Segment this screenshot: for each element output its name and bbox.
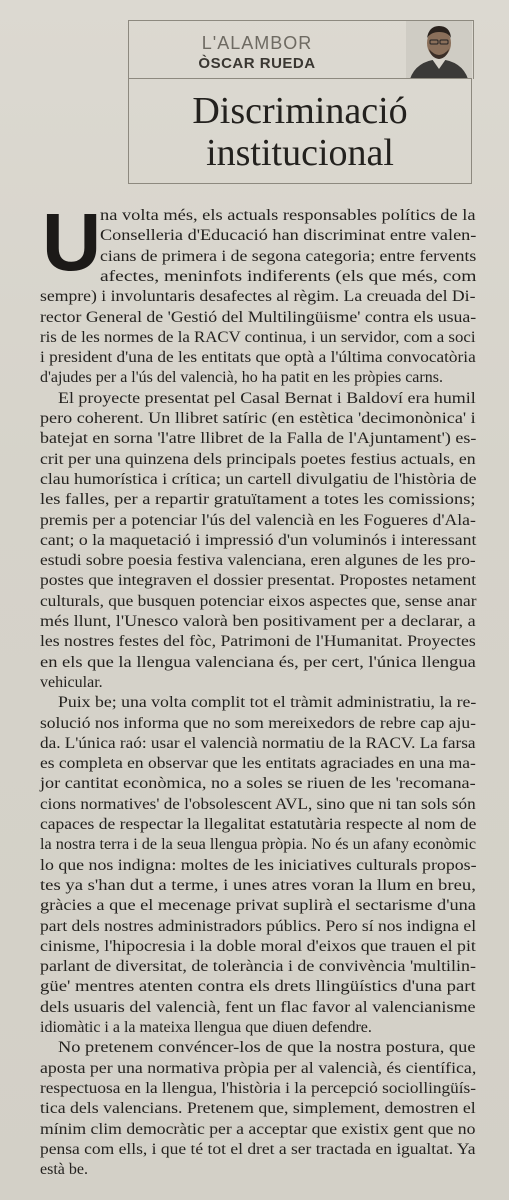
- article-line: idiomàtic i a la mateixa llengua que diuen defendre.: [40, 1019, 372, 1036]
- article-line: culturals, que busquen potenciar eixos aspectes que, sense anar: [40, 592, 477, 610]
- article-line: postes que integraven el dossier presentat. Propostes netament: [40, 572, 477, 590]
- article-line: afectes, meninfots indiferents (els que més, com: [100, 267, 477, 285]
- article-line: da. L'única raó: usar el valencià normatiu de la RACV. La farsa: [40, 734, 476, 752]
- drop-cap: U: [42, 197, 102, 288]
- article-line: capaces de respectar la llegalitat estatutària respecte al nom de: [40, 816, 477, 833]
- article-line: parlant de diversitat, de tolerància i de convivència 'multilin-: [40, 958, 476, 976]
- article-line: batejat en sorna 'l'atre llibret de la Falla de l'Ajuntament') es-: [40, 430, 477, 448]
- article-line: tica dels valencians. Pretenem que, simplement, demostren el: [40, 1100, 476, 1118]
- article-line: na volta més, els actuals responsables polítics de la: [100, 207, 476, 224]
- article-line: solució nos informa que no som mereixedors de rebre cap aju-: [40, 714, 476, 732]
- article-line: lo que nos indigna: moltes de les iniciatives culturals propos-: [40, 856, 477, 874]
- author-name: ÒSCAR RUEDA: [198, 55, 316, 72]
- article-line: clau humorística i crítica; un cartell divulgatiu de l'història de: [40, 470, 477, 488]
- article-line: respectuosa en la llengua, l'història i la percepció sociollingüís-: [40, 1079, 476, 1097]
- article-line: en els que la llengua valenciana és, per cert, l'única llengua: [40, 653, 476, 671]
- article-line: les falles, per a repartir gratuïtament a totes les comissions;: [40, 491, 476, 509]
- article-line: Conselleria d'Educació han discriminat entre valen-: [100, 227, 477, 245]
- column-header: [128, 20, 474, 79]
- article-line: ris de les normes de la RACV continua, i un servidor, com a soci: [40, 328, 476, 346]
- article-line: vehicular.: [40, 673, 103, 691]
- article-line: està be.: [40, 1161, 88, 1179]
- article-line: les nostres festes del fòc, Patrimoni de l'Humanitat. Proyectes: [40, 633, 476, 651]
- article-line: més llunt, l'Unesco valorà ben positivament per a declarar, a: [40, 613, 476, 630]
- article-line: Puix be; una volta complit tot el tràmit administratiu, la re-: [58, 694, 477, 712]
- article-line: cant; o la maquetació i impressió d'un voluminós i interessant: [40, 531, 477, 549]
- article-line: estudi sobre poesia festiva valenciana, eren algunes de les pro-: [40, 552, 476, 570]
- article-line: güe' mentres atenten contra els drets llingüístics d'una part: [40, 978, 476, 996]
- article-line: mínim clim democràtic per a acceptar que existix gent que no: [40, 1120, 476, 1138]
- article-line: gràcies a que el mecenage privat suplirà el sectarisme d'una: [40, 897, 476, 915]
- article-line: pensa com ells, i que té tot el dret a ser tractada en igualtat. Ya: [40, 1140, 476, 1158]
- column-name: L'ALAMBOR: [201, 33, 313, 53]
- article-line: es completa en observar que les entitats agraciades en una ma-: [40, 755, 476, 773]
- article-line: dels usuaris del valencià, fent un flac favor al valencianisme: [40, 998, 476, 1016]
- headline-box: [128, 78, 472, 184]
- article-line: El proyecte presentat pel Casal Bernat i Baldoví era humil: [58, 389, 476, 407]
- article-line: rector General de 'Gestió del Multilingüisme' contra els usua-: [40, 308, 477, 326]
- article-line: la nostra terra i de la seua llengua pròpia. No és un afany econòmic: [40, 836, 477, 854]
- article-line: premis per a potenciar l'ús del valencià en les Fogueres d'Ala-: [40, 511, 476, 529]
- article-line: pero coherent. Un llibret satíric (en estètica 'decimonònica' i: [40, 410, 476, 427]
- article-line: sempre) i involuntaris desafectes al règim. La creuada del Di-: [40, 288, 476, 306]
- article-line: d'ajudes per a l'ús del valencià, ho ha patit en les pròpies carns.: [40, 369, 443, 387]
- headline-line-2: institucional: [206, 132, 394, 174]
- article-line: part dels nostres administradors públics. Pero sí nos indigna el: [40, 917, 477, 935]
- article-line: tes ya s'han dut a terme, i unes atres voran la llum en breu,: [40, 876, 476, 894]
- article-body: [40, 197, 477, 1179]
- article-line: jor cantitat econòmica, no a soles se riuen de les 'recomana-: [40, 775, 476, 793]
- article-line: No pretenem convéncer-los de que la nostra postura, que: [58, 1039, 476, 1057]
- headline-line-1: Discriminació: [192, 90, 408, 132]
- article-line: aposta per una normativa pròpia per al valencià, és científica,: [40, 1059, 477, 1077]
- article-line: cions normatives' de l'obsolescent AVL, sino que ni tan sols són: [40, 795, 476, 813]
- article-line: cinisme, l'hipocresia i la doble moral d'eixos que trauen el pit: [40, 937, 476, 955]
- article-line: cians de primera i de segona categoria; entre fervents: [100, 247, 477, 265]
- article-line: crit per una quinzena dels principals poetes festius actuals, en: [40, 450, 476, 468]
- author-photo: [406, 21, 472, 79]
- article-line: i president d'una de les entitats que optà a l'última convocatòria: [40, 349, 476, 367]
